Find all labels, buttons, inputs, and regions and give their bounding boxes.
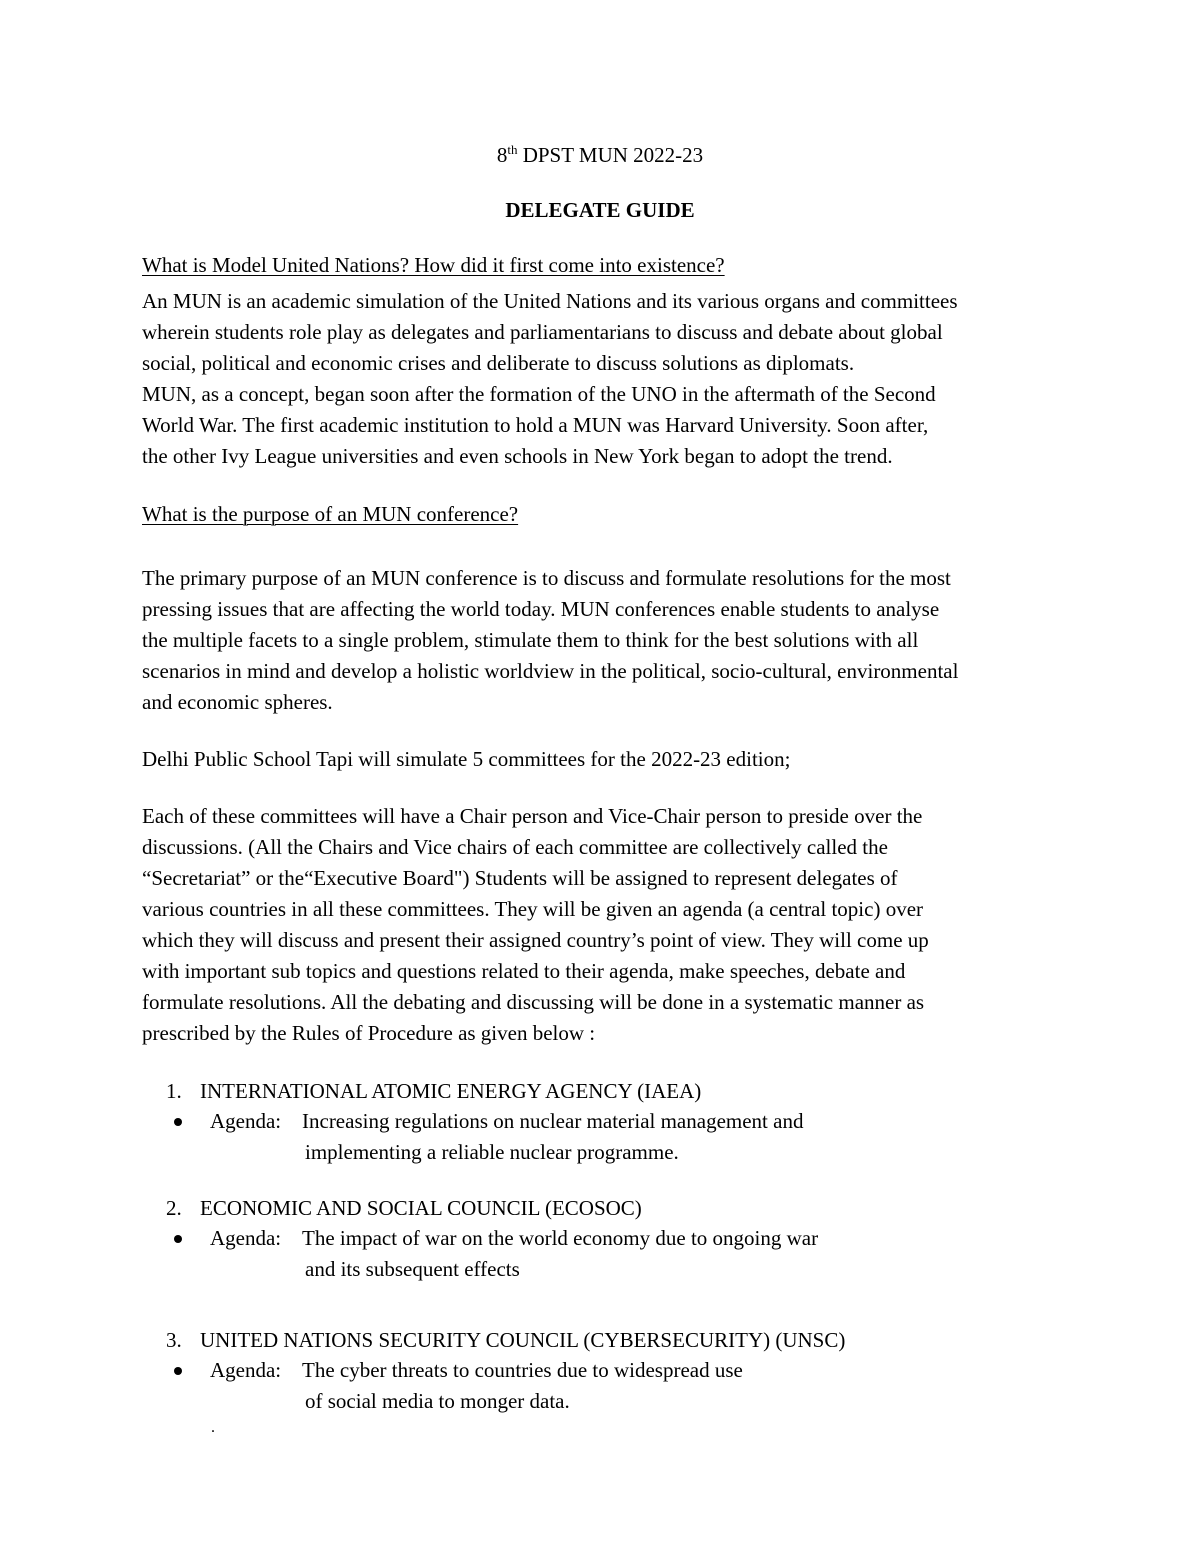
chair-line: formulate resolutions. All the debating and discussing will be done in a systematic manner as	[142, 990, 925, 1014]
agenda-text: implementing a reliable nuclear programme.	[305, 1140, 679, 1164]
bullet-icon	[174, 1367, 182, 1375]
guide-title: DELEGATE GUIDE	[505, 198, 695, 222]
agenda-label: Agenda:	[210, 1358, 282, 1382]
event-name: DPST MUN 2022-23	[522, 143, 704, 167]
committee-name: ECONOMIC AND SOCIAL COUNCIL (ECOSOC)	[200, 1196, 642, 1220]
edition-suffix: th	[507, 142, 518, 157]
chair-line: with important sub topics and questions related to their agenda, make speeches, debate and	[142, 959, 906, 983]
edition-number: 8	[496, 143, 508, 167]
section1-line: wherein students role play as delegates and parliamentarians to discuss and debate about global	[142, 320, 943, 344]
chair-line: Each of these committees will have a Chair person and Vice-Chair person to preside over the	[142, 804, 923, 828]
committees-intro: Delhi Public School Tapi will simulate 5 committees for the 2022-23 edition;	[142, 747, 791, 771]
section1-line: An MUN is an academic simulation of the United Nations and its various organs and committees	[142, 289, 958, 313]
purpose-line: The primary purpose of an MUN conference is to discuss and formulate resolutions for the most	[142, 566, 951, 590]
agenda-text: of social media to monger data.	[305, 1389, 570, 1413]
agenda-text: and its subsequent effects	[305, 1257, 520, 1281]
chair-line: various countries in all these committees. They will be given an agenda (a central topic) over	[142, 897, 924, 921]
section1-line: the other Ivy League universities and even schools in New York began to adopt the trend.	[142, 444, 893, 468]
event-title	[0, 142, 1200, 167]
committee-number: 1.	[166, 1079, 182, 1103]
section1-line: MUN, as a concept, began soon after the formation of the UNO in the aftermath of the Second	[142, 382, 936, 406]
committee-name: UNITED NATIONS SECURITY COUNCIL (CYBERSECURITY) (UNSC)	[200, 1328, 846, 1352]
agenda-label: Agenda:	[210, 1109, 282, 1133]
bullet-icon	[174, 1118, 182, 1126]
trailing-mark: .	[211, 1419, 215, 1436]
chair-line: discussions. (All the Chairs and Vice chairs of each committee are collectively called the	[142, 835, 888, 859]
section1-heading: What is Model United Nations? How did it first come into existence?	[142, 253, 725, 277]
purpose-line: the multiple facets to a single problem, stimulate them to think for the best solutions with all	[142, 628, 919, 652]
section1-line: social, political and economic crises and deliberate to discuss solutions as diplomats.	[142, 351, 855, 375]
agenda-text: Increasing regulations on nuclear material management and	[302, 1109, 804, 1133]
committee-number: 2.	[166, 1196, 182, 1220]
committee-name: INTERNATIONAL ATOMIC ENERGY AGENCY (IAEA)	[200, 1079, 702, 1103]
chair-line: “Secretariat” or the“Executive Board") Students will be assigned to represent delegates of	[142, 866, 898, 890]
bullet-icon	[174, 1235, 182, 1243]
purpose-line: pressing issues that are affecting the world today. MUN conferences enable students to analyse	[142, 597, 940, 621]
section2-heading: What is the purpose of an MUN conference?	[142, 502, 519, 526]
agenda-text: The impact of war on the world economy due to ongoing war	[302, 1226, 819, 1250]
section1-line: World War. The first academic institution to hold a MUN was Harvard University. Soon after,	[142, 413, 929, 437]
chair-line: prescribed by the Rules of Procedure as given below :	[142, 1021, 596, 1045]
agenda-label: Agenda:	[210, 1226, 282, 1250]
chair-line: which they will discuss and present their assigned country’s point of view. They will come up	[142, 928, 929, 952]
agenda-text: The cyber threats to countries due to widespread use	[302, 1358, 743, 1382]
committee-number: 3.	[166, 1328, 182, 1352]
purpose-line: scenarios in mind and develop a holistic worldview in the political, socio-cultural, environmental	[142, 659, 959, 683]
purpose-line: and economic spheres.	[142, 690, 333, 714]
